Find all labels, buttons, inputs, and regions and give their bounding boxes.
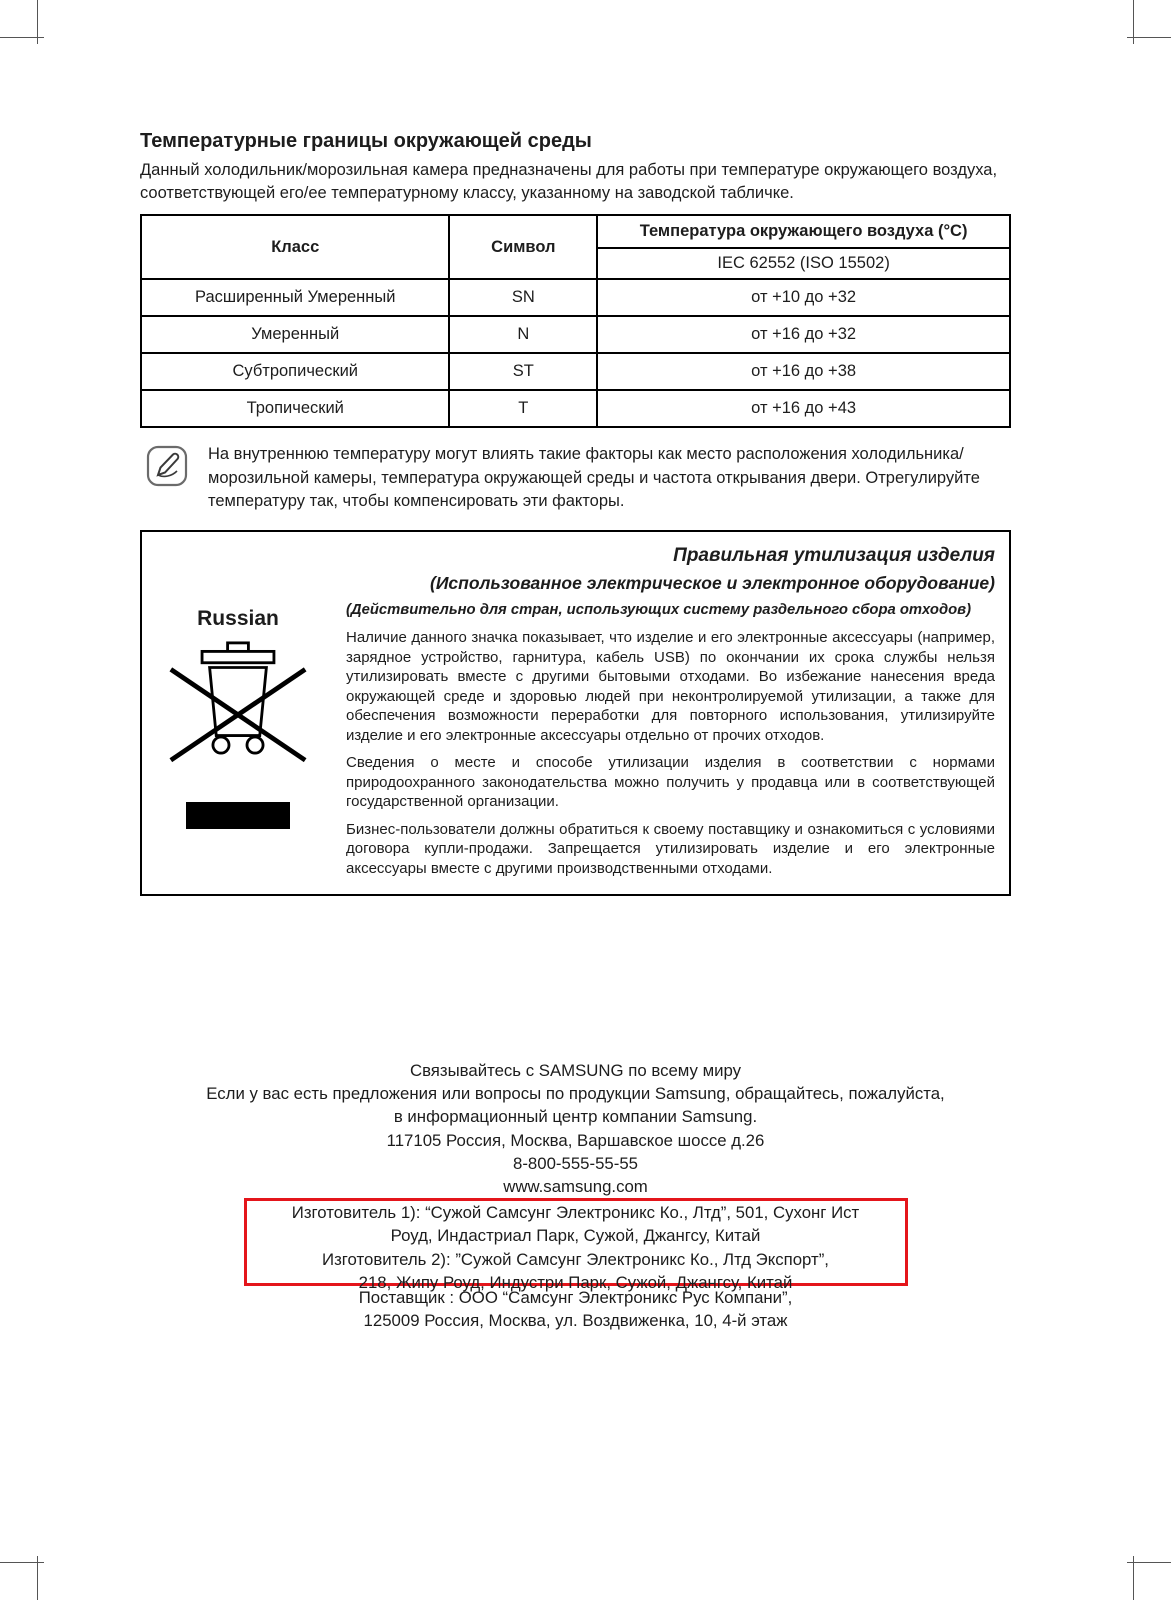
- cell-symbol: ST: [449, 353, 597, 390]
- crop-mark-top-right-h: [1127, 37, 1171, 38]
- cell-class: Расширенный Умеренный: [141, 279, 449, 316]
- table-row: [141, 353, 1010, 390]
- contact-line: 117105 Россия, Москва, Варшавское шоссе д.26: [386, 1130, 765, 1150]
- cell-temp: от +16 до +38: [597, 353, 1010, 390]
- crop-mark-top-left-h: [0, 37, 44, 38]
- disposal-text-column: [346, 601, 995, 879]
- note-block: [140, 443, 1011, 514]
- table-row: [141, 390, 1010, 427]
- table-header-class: Класс: [141, 215, 449, 279]
- weee-date-bar: [186, 802, 290, 829]
- cell-symbol: T: [449, 390, 597, 427]
- crop-mark-bottom-left-h: [0, 1562, 44, 1563]
- disposal-paragraph: Бизнес-пользователи должны обратиться к своему поставщику и ознакомиться с условиями договора купли-продажи. Запрещается утилизировать изделие и его электронные аксессуары вместе с другими производственными отходами.: [346, 820, 995, 877]
- manufacturer-line: Роуд, Индастриал Парк, Сужой, Джангсу, Китай: [390, 1226, 761, 1246]
- supplier-line: 125009 Россия, Москва, ул. Воздвиженка, 10, 4-й этаж: [363, 1311, 788, 1331]
- manufacturer-line: Изготовитель 2): ”Сужой Самсунг Электроникс Ко., Лтд Экспорт”,: [322, 1249, 829, 1269]
- supplier-line: Поставщик : ООО “Самсунг Электроникс Рус Компани”,: [358, 1288, 793, 1308]
- page-content: [140, 130, 1011, 1333]
- manufacturer-line: Изготовитель 1): “Сужой Самсунг Электроникс Ко., Лтд”, 501, Сухонг Ист: [291, 1203, 860, 1223]
- manufacturer-highlight-box: [244, 1198, 908, 1292]
- contact-block: [140, 1059, 1011, 1333]
- cell-class: Тропический: [141, 390, 449, 427]
- weee-crossed-bin-icon: [154, 641, 322, 786]
- section-title: Температурные границы окружающей среды: [140, 130, 592, 152]
- table-header-temp: Температура окружающего воздуха (°C): [597, 215, 1010, 248]
- disposal-subtitle: (Действительно для стран, использующих систему раздельного сбора отходов): [346, 601, 971, 618]
- disposal-left-column: [154, 601, 322, 879]
- table-row: [141, 279, 1010, 316]
- contact-phone: 8-800-555-55-55: [512, 1153, 638, 1173]
- cell-symbol: SN: [449, 279, 597, 316]
- table-subheader-standard: IEC 62552 (ISO 15502): [597, 248, 1010, 279]
- disposal-paragraph: Наличие данного значка показывает, что изделие и его электронные аксессуары (например, зарядное устройство, гарнитура, кабель USB) по окончании их срока службы нельзя утилизировать вместе с другими бытовыми отходами. Во избежание нанесения вреда окружающей среде и здоровью людей при неконтролируемой утилизации, а также для обеспечения возможности переработки для повторного использования, утилизируйте изделие и его электронные аксессуары отдельно от прочих отходов.: [346, 629, 995, 744]
- pencil-note-icon: [146, 445, 190, 492]
- table-header-symbol: Символ: [449, 215, 597, 279]
- contact-line: Если у вас есть предложения или вопросы по продукции Samsung, обращайтесь, пожалуйста,: [206, 1084, 945, 1104]
- contact-line: в информационный центр компании Samsung.: [393, 1107, 758, 1127]
- contact-website: www.samsung.com: [503, 1177, 648, 1197]
- disposal-title-line1: Правильная утилизация изделия: [673, 544, 995, 566]
- contact-line: Связывайтесь с SAMSUNG по всему миру: [409, 1061, 742, 1080]
- cell-temp: от +16 до +43: [597, 390, 1010, 427]
- disposal-paragraph: Сведения о месте и способе утилизации изделия в соответствии с нормами природоохранного законодательства можно получить у продавца или в соответствующей государственной организации.: [346, 754, 995, 810]
- language-label: Russian: [197, 606, 279, 630]
- disposal-title-line2: (Использованное электрическое и электронное оборудование): [430, 572, 995, 593]
- temperature-class-table: [140, 214, 1011, 428]
- manufacturer-line: 218, Жипу Роуд, Индустри Парк, Сужой, Джангсу, Китай: [358, 1272, 793, 1292]
- cell-temp: от +10 до +32: [597, 279, 1010, 316]
- table-row: [141, 316, 1010, 353]
- disposal-box: [140, 530, 1011, 897]
- intro-paragraph: Данный холодильник/морозильная камера предназначены для работы при температуре окружающего воздуха, соответствующей его/ее температурному классу, указанному на заводской табличке.: [140, 161, 998, 202]
- cell-class: Субтропический: [141, 353, 449, 390]
- note-text: На внутреннюю температуру могут влиять такие факторы как место расположения холодильника/морозильной камеры, температура окружающей среды и частота открывания двери. Отрегулируйте температуру так, чтобы компенсировать эти факторы.: [208, 445, 980, 510]
- crop-mark-bottom-right-h: [1127, 1562, 1171, 1563]
- cell-class: Умеренный: [141, 316, 449, 353]
- cell-temp: от +16 до +32: [597, 316, 1010, 353]
- cell-symbol: N: [449, 316, 597, 353]
- disposal-title: [154, 542, 995, 597]
